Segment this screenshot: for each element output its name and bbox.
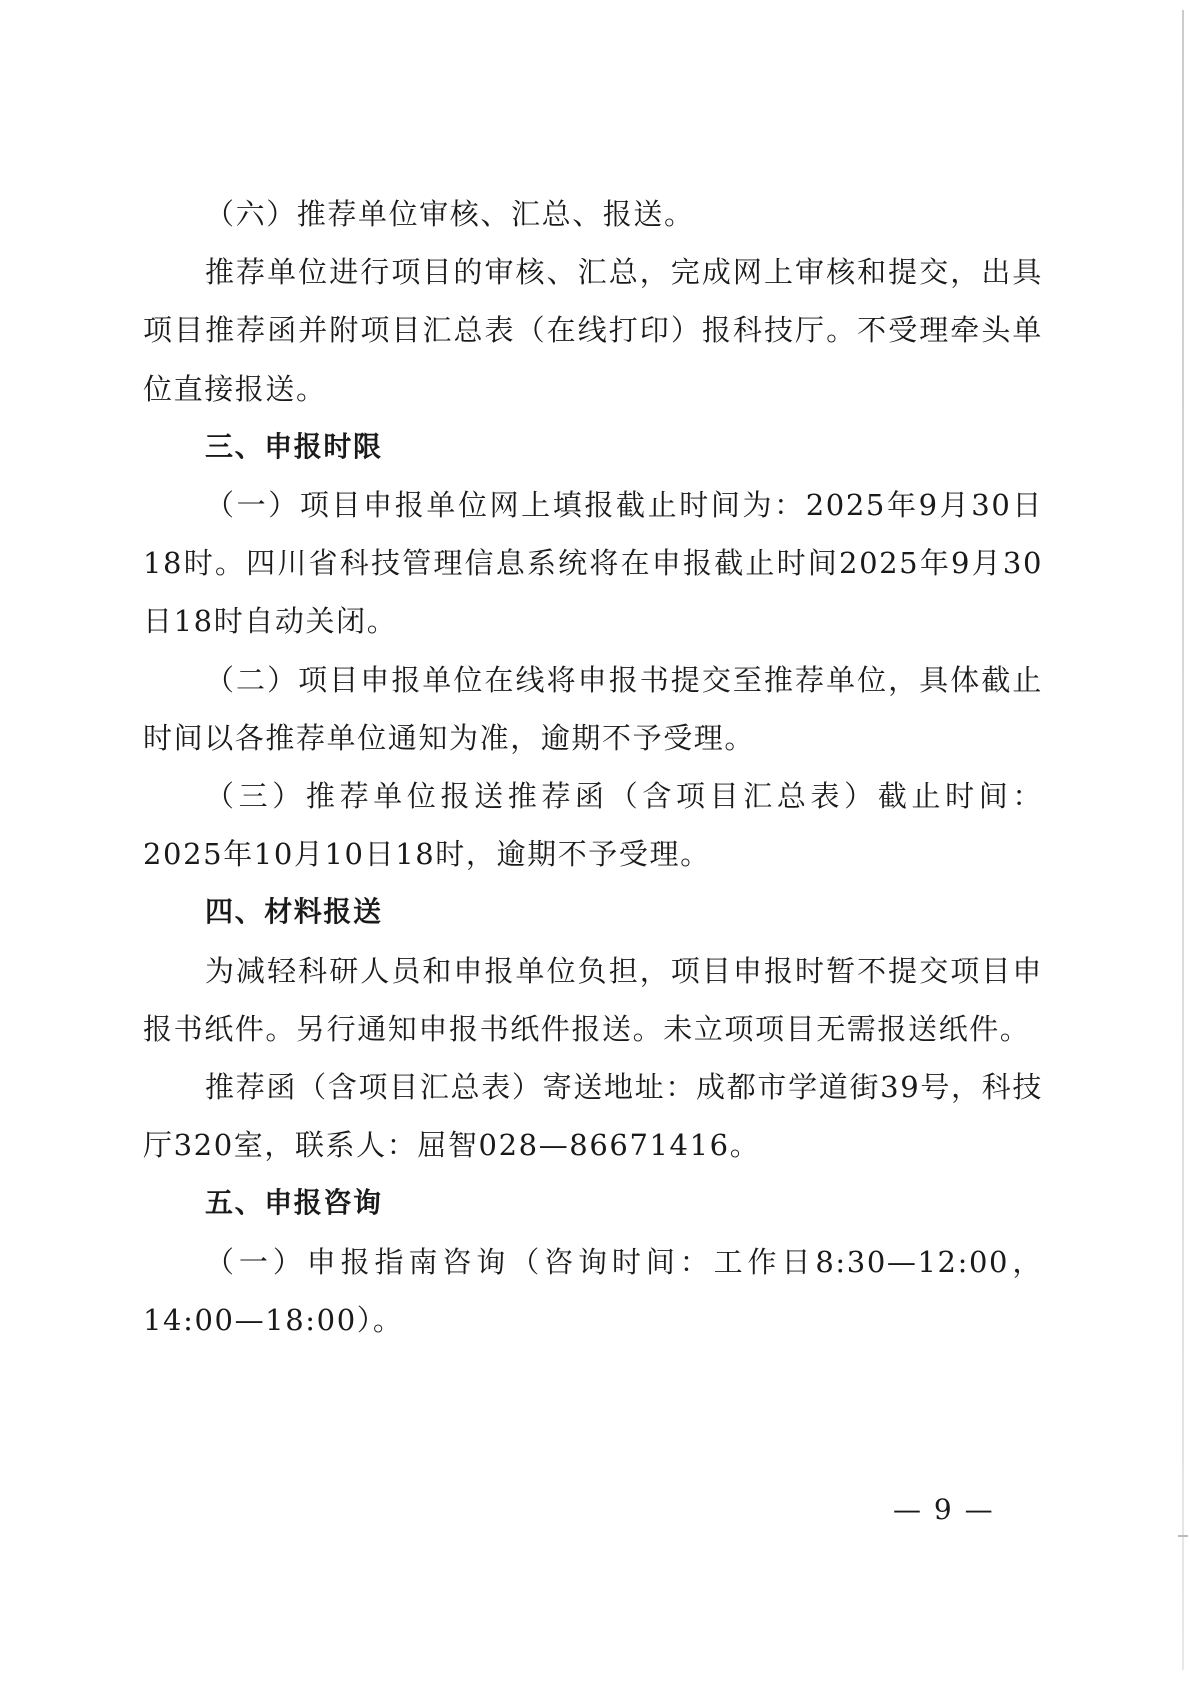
paragraph-deadline-2: （二）项目申报单位在线将申报书提交至推荐单位，具体截止时间以各推荐单位通知为准，逾期不予受理。 [143,662,1043,755]
heading-materials: 四、材料报送 [205,895,383,929]
subheading-recommend-review: （六）推荐单位审核、汇总、报送。 [205,197,695,231]
page-number: — 9 — [893,1493,995,1526]
paragraph-recommend-review: 推荐单位进行项目的审核、汇总，完成网上审核和提交，出具项目推荐函并附项目汇总表（在线打印）报科技厅。不受理牵头单位直接报送。 [143,255,1043,406]
heading-consultation: 五、申报咨询 [205,1186,383,1220]
paragraph-deadline-1: （一）项目申报单位网上填报截止时间为：2025年9月30日18时。四川省科技管理信息系统将在申报截止时间2025年9月30日18时自动关闭。 [143,488,1043,639]
paragraph-materials-address: 推荐函（含项目汇总表）寄送地址：成都市学道街39号，科技厅320室，联系人：屈智028—86671416。 [143,1070,1043,1163]
paragraph-consultation-1: （一）申报指南咨询（咨询时间：工作日8:30—12:00，14:00—18:00）。 [143,1244,1043,1337]
heading-deadline: 三、申报时限 [205,429,383,463]
paragraph-materials-1: 为减轻科研人员和申报单位负担，项目申报时暂不提交项目申报书纸件。另行通知申报书纸件报送。未立项项目无需报送纸件。 [143,953,1043,1046]
scan-edge-tick [1178,1535,1188,1537]
document-body [143,185,1043,1349]
paragraph-deadline-3: （三）推荐单位报送推荐函（含项目汇总表）截止时间：2025年10月10日18时，逾期不予受理。 [143,779,1043,872]
scan-edge-line [1182,10,1184,1670]
